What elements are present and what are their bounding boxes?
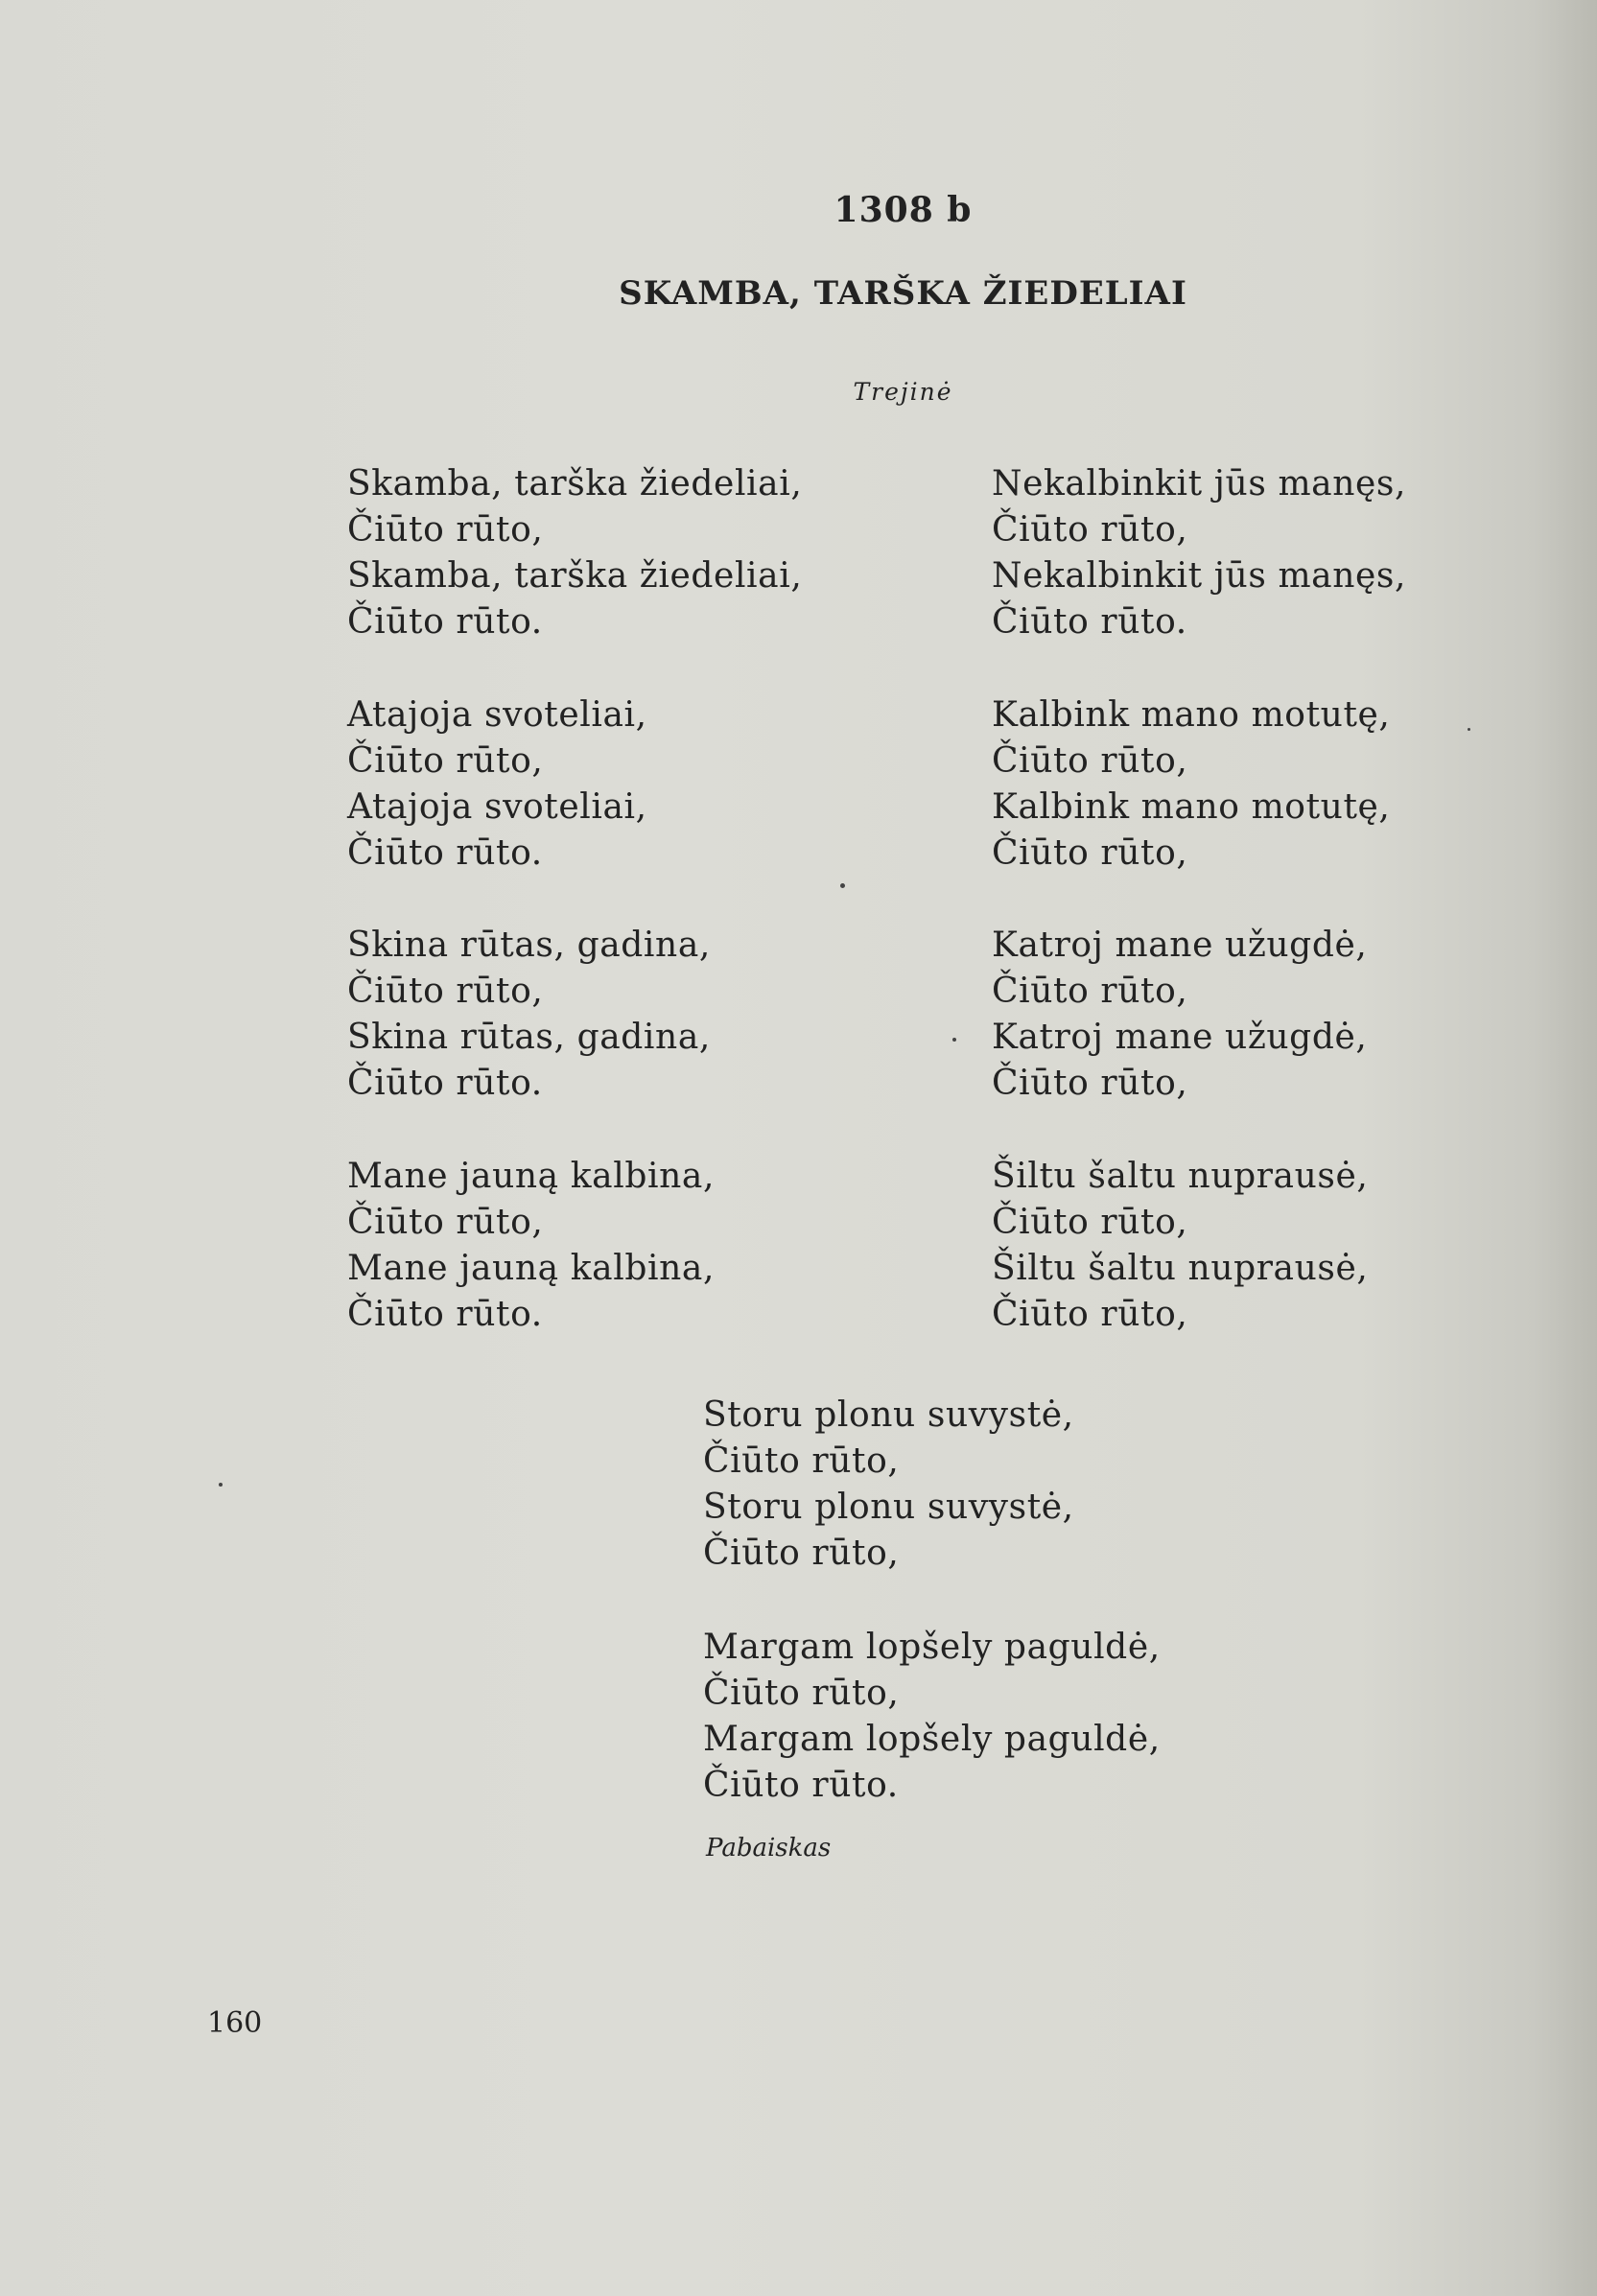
verse-line: Čiūto rūto, [347, 972, 544, 1011]
print-speck [952, 1038, 956, 1042]
verse-line: Katroj mane užugdė, [992, 1018, 1368, 1057]
verse-line: Mane jauną kalbina, [347, 1157, 716, 1196]
song-title: SKAMBA, TARŠKA ŽIEDELIAI [619, 274, 1187, 313]
verse-line: Čiūto rūto, [992, 1203, 1188, 1242]
verse-line: Čiūto rūto, [347, 1203, 544, 1242]
verse-line: Čiūto rūto. [992, 602, 1187, 642]
verse-line: Atajoja svoteliai, [347, 787, 647, 827]
verse-line: Kalbink mano motutę, [992, 787, 1391, 827]
stanza-center-2 [703, 1625, 1161, 1809]
verse-line: Čiūto rūto, [992, 972, 1188, 1011]
verse-line: Margam lopšely paguldė, [703, 1628, 1161, 1667]
verse-line: Nekalbinkit jūs manęs, [992, 464, 1407, 504]
print-speck [219, 1483, 223, 1487]
verse-line: Storu plonu suvystė, [703, 1395, 1074, 1435]
verse-line: Čiūto rūto, [992, 1295, 1188, 1334]
verse-line: Čiūto rūto, [992, 741, 1188, 781]
verse-line: Nekalbinkit jūs manęs, [992, 556, 1407, 596]
verse-line: Čiūto rūto. [347, 602, 543, 642]
verse-line: Kalbink mano motutę, [992, 695, 1391, 735]
verse-line: Skina rūtas, gadina, [347, 1018, 711, 1057]
verse-line: Šiltu šaltu nuprausė, [992, 1157, 1369, 1196]
print-speck [1468, 728, 1470, 731]
verse-line: Čiūto rūto, [703, 1441, 900, 1481]
stanza-right-4 [992, 1154, 1368, 1338]
print-speck [840, 883, 845, 888]
verse-line: Čiūto rūto, [992, 1064, 1188, 1103]
verse-line: Čiūto rūto, [703, 1534, 900, 1573]
verse-line: Skina rūtas, gadina, [347, 925, 711, 965]
verse-line: Katroj mane užugdė, [992, 925, 1368, 965]
stanza-right-2 [992, 692, 1390, 877]
stanza-center-1 [703, 1393, 1074, 1577]
verse-line: Čiūto rūto, [992, 510, 1188, 550]
verse-line: Skamba, tarška žiedeliai, [347, 556, 803, 596]
stanza-right-1 [992, 461, 1406, 645]
verse-line: Šiltu šaltu nuprausė, [992, 1249, 1369, 1288]
stanza-left-2 [347, 692, 647, 877]
verse-line: Skamba, tarška žiedeliai, [347, 464, 803, 504]
stanza-left-1 [347, 461, 802, 645]
verse-line: Storu plonu suvystė, [703, 1488, 1074, 1527]
stanza-left-4 [347, 1154, 715, 1338]
verse-line: Čiūto rūto, [992, 833, 1188, 873]
verse-line: Čiūto rūto. [347, 833, 543, 873]
verse-line: Čiūto rūto. [347, 1064, 543, 1103]
verse-line: Čiūto rūto, [347, 510, 544, 550]
verse-line: Margam lopšely paguldė, [703, 1720, 1161, 1759]
verse-line: Atajoja svoteliai, [347, 695, 647, 735]
verse-line: Mane jauną kalbina, [347, 1249, 716, 1288]
stanza-left-3 [347, 923, 711, 1107]
verse-line: Čiūto rūto. [703, 1766, 899, 1805]
song-subtitle: Trejinė [853, 378, 953, 406]
stanza-right-3 [992, 923, 1367, 1107]
ending-label: Pabaiskas [706, 1834, 832, 1863]
song-number: 1308 b [834, 190, 973, 230]
page-number: 160 [207, 2006, 263, 2040]
verse-line: Čiūto rūto, [347, 741, 544, 781]
verse-line: Čiūto rūto. [347, 1295, 543, 1334]
verse-line: Čiūto rūto, [703, 1674, 900, 1713]
